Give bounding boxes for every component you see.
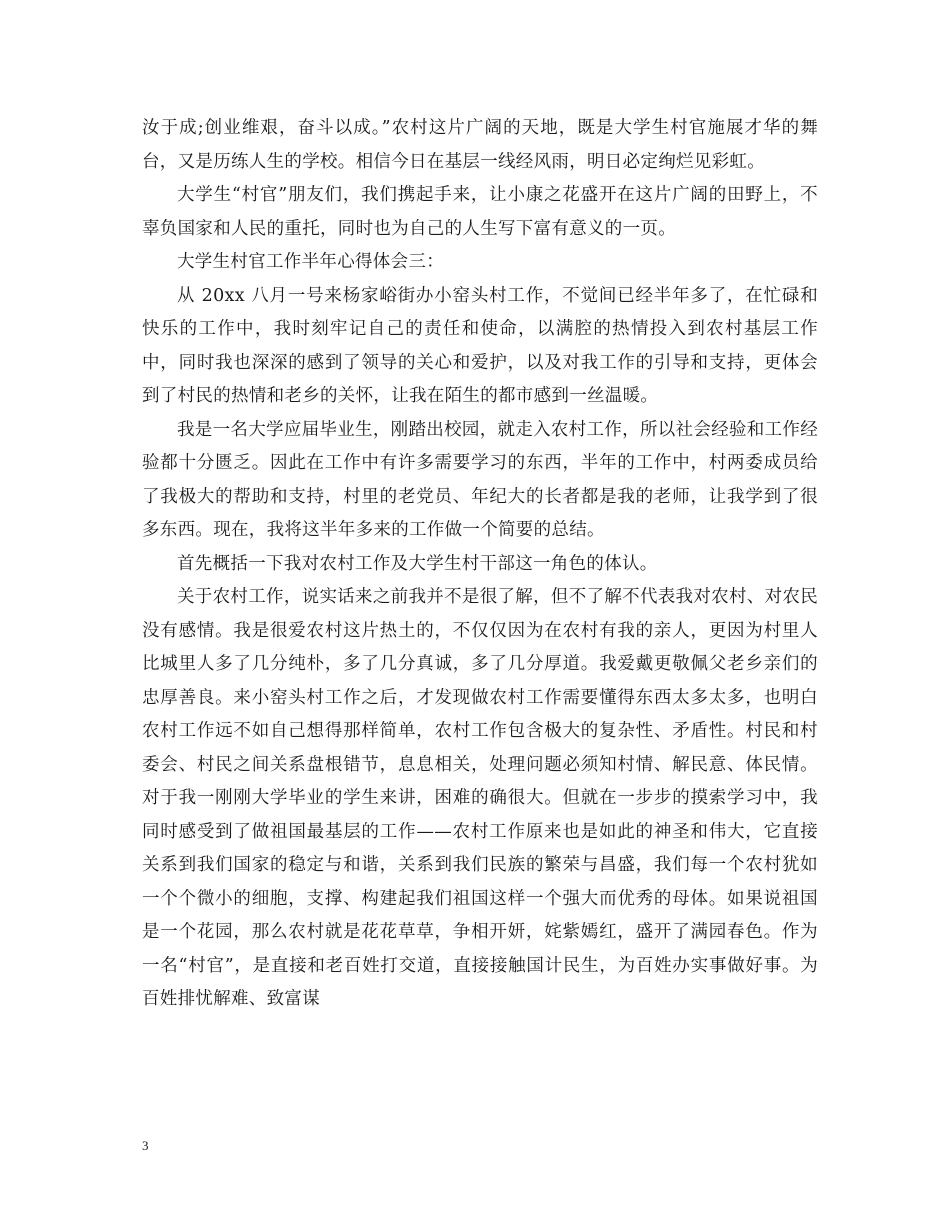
paragraph: 关于农村工作，说实话来之前我并不是很了解，但不了解不代表我对农村、对农民没有感情。我是很爱农村这片热土的，不仅仅因为在农村有我的亲人，更因为村里人比城里人多了几分纯朴，多了几分真诚，多了几分厚道。我爱戴更敬佩父老乡亲们的忠厚善良。来小窑头村工作之后，才发现做农村工作需要懂得东西太多太多，也明白农村工作远不如自己想得那样简单，农村工作包含极大的复杂性、矛盾性。村民和村委会、村民之间关系盘根错节，息息相关，处理问题必须知村情、解民意、体民情。对于我一刚刚大学毕业的学生来讲，困难的确很大。但就在一步步的摸索学习中，我同时感受到了做祖国最基层的工作——农村工作原来也是如此的神圣和伟大，它直接关系到我们国家的稳定与和谐，关系到我们民族的繁荣与昌盛，我们每一个农村犹如一个个微小的细胞，支撑、构建起我们祖国这样一个强大而优秀的母体。如果说祖国是一个花园，那么农村就是花花草草，争相开妍，姹紫嫣红，盛开了满园春色。作为一名“村官”，是直接和老百姓打交道，直接接触国计民生，为百姓办实事做好事。为百姓排忧解难、致富谋	[142, 587, 818, 1009]
paragraph: 从 20xx 八月一号来杨家峪街办小窑头村工作，不觉间已经半年多了，在忙碌和快乐的工作中，我时刻牢记自己的责任和使命，以满腔的热情投入到农村基层工作中，同时我也深深的感到了领导的关心和爱护，以及对我工作的引导和支持，更体会到了村民的热情和老乡的关怀，让我在陌生的都市感到一丝温暖。	[142, 285, 818, 406]
paragraph: 汝于成;创业维艰，奋斗以成。”农村这片广阔的天地，既是大学生村官施展才华的舞台，又是历练人生的学校。相信今日在基层一线经风雨，明日必定绚烂见彩虹。	[142, 118, 818, 172]
document-body	[142, 112, 818, 1017]
paragraph: 我是一名大学应届毕业生，刚踏出校园，就走入农村工作，所以社会经验和工作经验都十分匮乏。因此在工作中有许多需要学习的东西，半年的工作中，村两委成员给了我极大的帮助和支持，村里的老党员、年纪大的长者都是我的老师，让我学到了很多东西。现在，我将这半年多来的工作做一个简要的总结。	[142, 419, 818, 540]
page-number: 3	[142, 1138, 149, 1153]
paragraph: 大学生“村官”朋友们，我们携起手来，让小康之花盛开在这片广阔的田野上，不辜负国家和人民的重托，同时也为自己的人生写下富有意义的一页。	[142, 185, 818, 239]
section-heading: 大学生村官工作半年心得体会三：	[177, 252, 444, 272]
paragraph: 首先概括一下我对农村工作及大学生村干部这一角色的体认。	[177, 553, 658, 574]
